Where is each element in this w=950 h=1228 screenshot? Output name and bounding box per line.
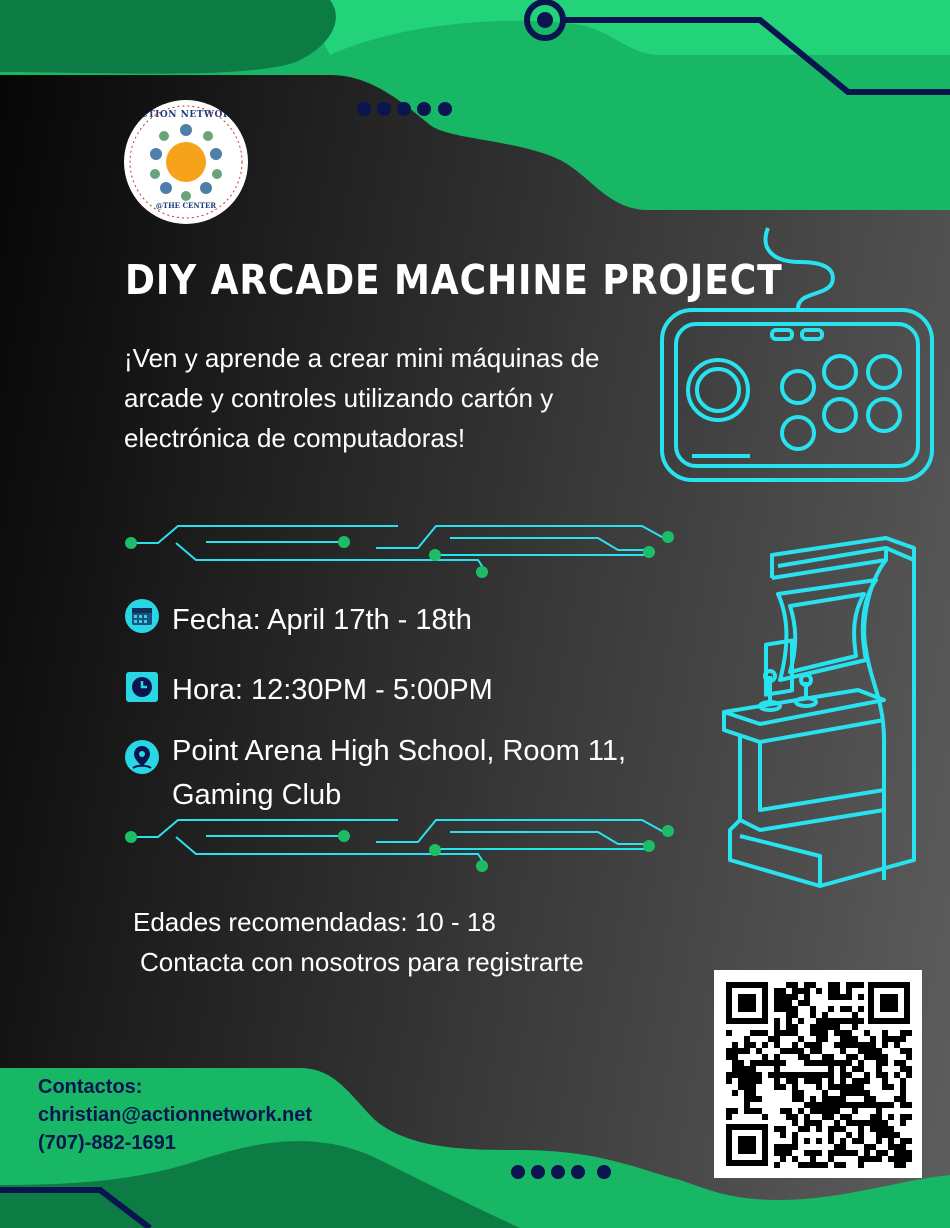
contact-phone[interactable]: (707)-882-1691 <box>38 1132 176 1154</box>
date-row <box>124 598 472 642</box>
calendar-icon <box>124 598 160 634</box>
location-text: Point Arena High School, Room 11, Gaming Club <box>172 735 627 811</box>
location-pin-icon <box>124 739 160 775</box>
circuit-divider-bottom <box>132 820 668 866</box>
recommended-ages: Edades recomendadas: 10 - 18 <box>133 907 496 937</box>
qr-code[interactable] <box>714 970 922 1178</box>
location-row <box>124 729 626 817</box>
registration-note: Contacta con nosotros para registrarte <box>140 947 584 977</box>
top-dark-band <box>0 0 336 74</box>
clock-icon <box>124 668 160 704</box>
contacts-block <box>38 1073 312 1157</box>
top-navy-dot <box>537 12 553 28</box>
circuit-divider-top <box>132 526 668 572</box>
time-row <box>124 668 493 712</box>
time-text: Hora: 12:30PM - 5:00PM <box>172 674 493 706</box>
contact-email[interactable]: christian@actionnetwork.net <box>38 1104 312 1126</box>
date-text: Fecha: April 17th - 18th <box>172 604 472 636</box>
intro-text: ¡Ven y aprende a crear mini máquinas de arcade y controles utilizando cartón y electrónica de computadoras! <box>124 343 600 453</box>
contacts-heading: Contactos: <box>38 1076 143 1098</box>
arcade-cabinet-icon <box>724 538 914 886</box>
qr-code-icon <box>714 970 922 1178</box>
action-network-logo <box>124 100 248 224</box>
logo-text-bottom: @THE CENTER <box>155 201 217 210</box>
logo-text-top: ACTION NETWORK <box>132 110 240 120</box>
poster-title: DIY ARCADE MACHINE PROJECT <box>125 256 783 304</box>
